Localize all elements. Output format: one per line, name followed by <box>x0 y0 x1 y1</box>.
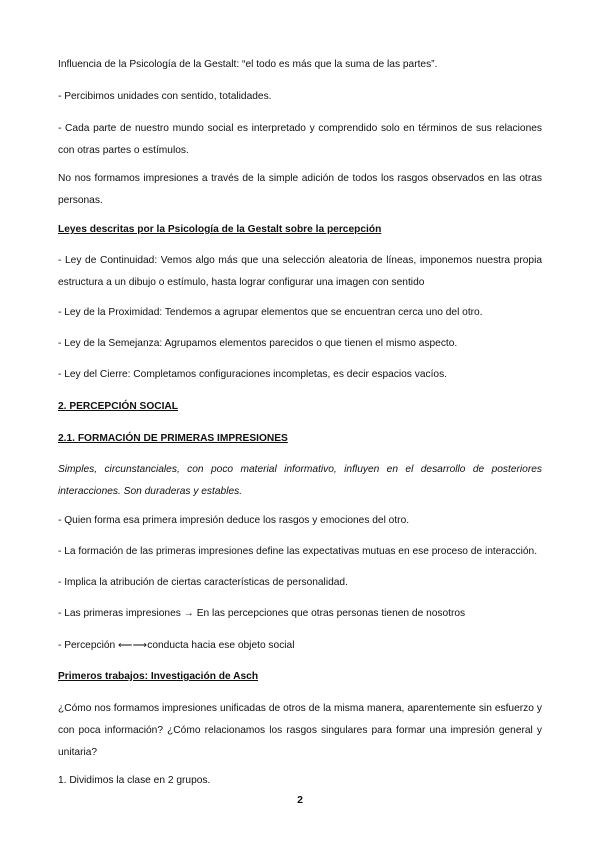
law-closure: - Ley del Cierre: Completamos configuraciones incompletas, es decir espacios vacíos. <box>58 369 448 380</box>
bullet-deduce-traits: - Quien forma esa primera impresión deduce los rasgos y emociones del otro. <box>58 515 410 526</box>
asch-questions: ¿Cómo nos formamos impresiones unificadas de otros de la misma manera, aparentemente sin esfuerzo y con poca información? ¿Cómo relacionamos los rasgos singulares para formar una impresión general y unitaria? <box>58 703 542 758</box>
bullet-attribution: - Implica la atribución de ciertas características de personalidad. <box>58 577 348 588</box>
bullet-totalities: - Percibimos unidades con sentido, totalidades. <box>58 91 272 102</box>
law-continuity: - Ley de Continuidad: Vemos algo más que una selección aleatoria de líneas, imponemos nuestra propia estructura a un dibujo o estímulo, hasta lograr configurar una imagen con sentido <box>58 255 542 288</box>
heading-social-perception: 2. PERCEPCIÓN SOCIAL <box>58 401 179 412</box>
heading-first-impressions: 2.1. FORMACIÓN DE PRIMERAS IMPRESIONES <box>58 433 288 444</box>
bullet-expectations: - La formación de las primeras impresiones define las expectativas mutuas en ese proceso de interacción. <box>58 546 538 557</box>
law-proximity: - Ley de la Proximidad: Tendemos a agrupar elementos que se encuentran cerca uno del otro. <box>58 307 483 318</box>
first-impressions-summary: Simples, circunstanciales, con poco material informativo, influyen en el desarrollo de posteriores interacciones. Son duraderas y estables. <box>58 464 542 497</box>
law-similarity: - Ley de la Semejanza: Agrupamos elementos parecidos o que tienen el mismo aspecto. <box>58 338 458 349</box>
page-number: 2 <box>297 794 303 806</box>
bullet-perception-conduct: - Percepción ⟵⟶conducta hacia ese objeto social <box>58 640 295 651</box>
heading-gestalt-laws: Leyes descritas por la Psicología de la Gestalt sobre la percepción <box>58 224 382 235</box>
gestalt-intro: Influencia de la Psicología de la Gestalt: “el todo es más que la suma de las partes”. <box>58 59 438 70</box>
step-divide-class: 1. Dividimos la clase en 2 grupos. <box>58 775 211 786</box>
paragraph-impressions: No nos formamos impresiones a través de la simple adición de todos los rasgos observados en las otras personas. <box>58 173 542 206</box>
bullet-others-perceptions: - Las primeras impresiones → En las percepciones que otras personas tienen de nosotros <box>58 608 466 619</box>
bullet-social-parts: - Cada parte de nuestro mundo social es interpretado y comprendido solo en términos de sus relaciones con otras partes o estímulos. <box>58 123 542 156</box>
heading-asch: Primeros trabajos: Investigación de Asch <box>58 671 259 682</box>
